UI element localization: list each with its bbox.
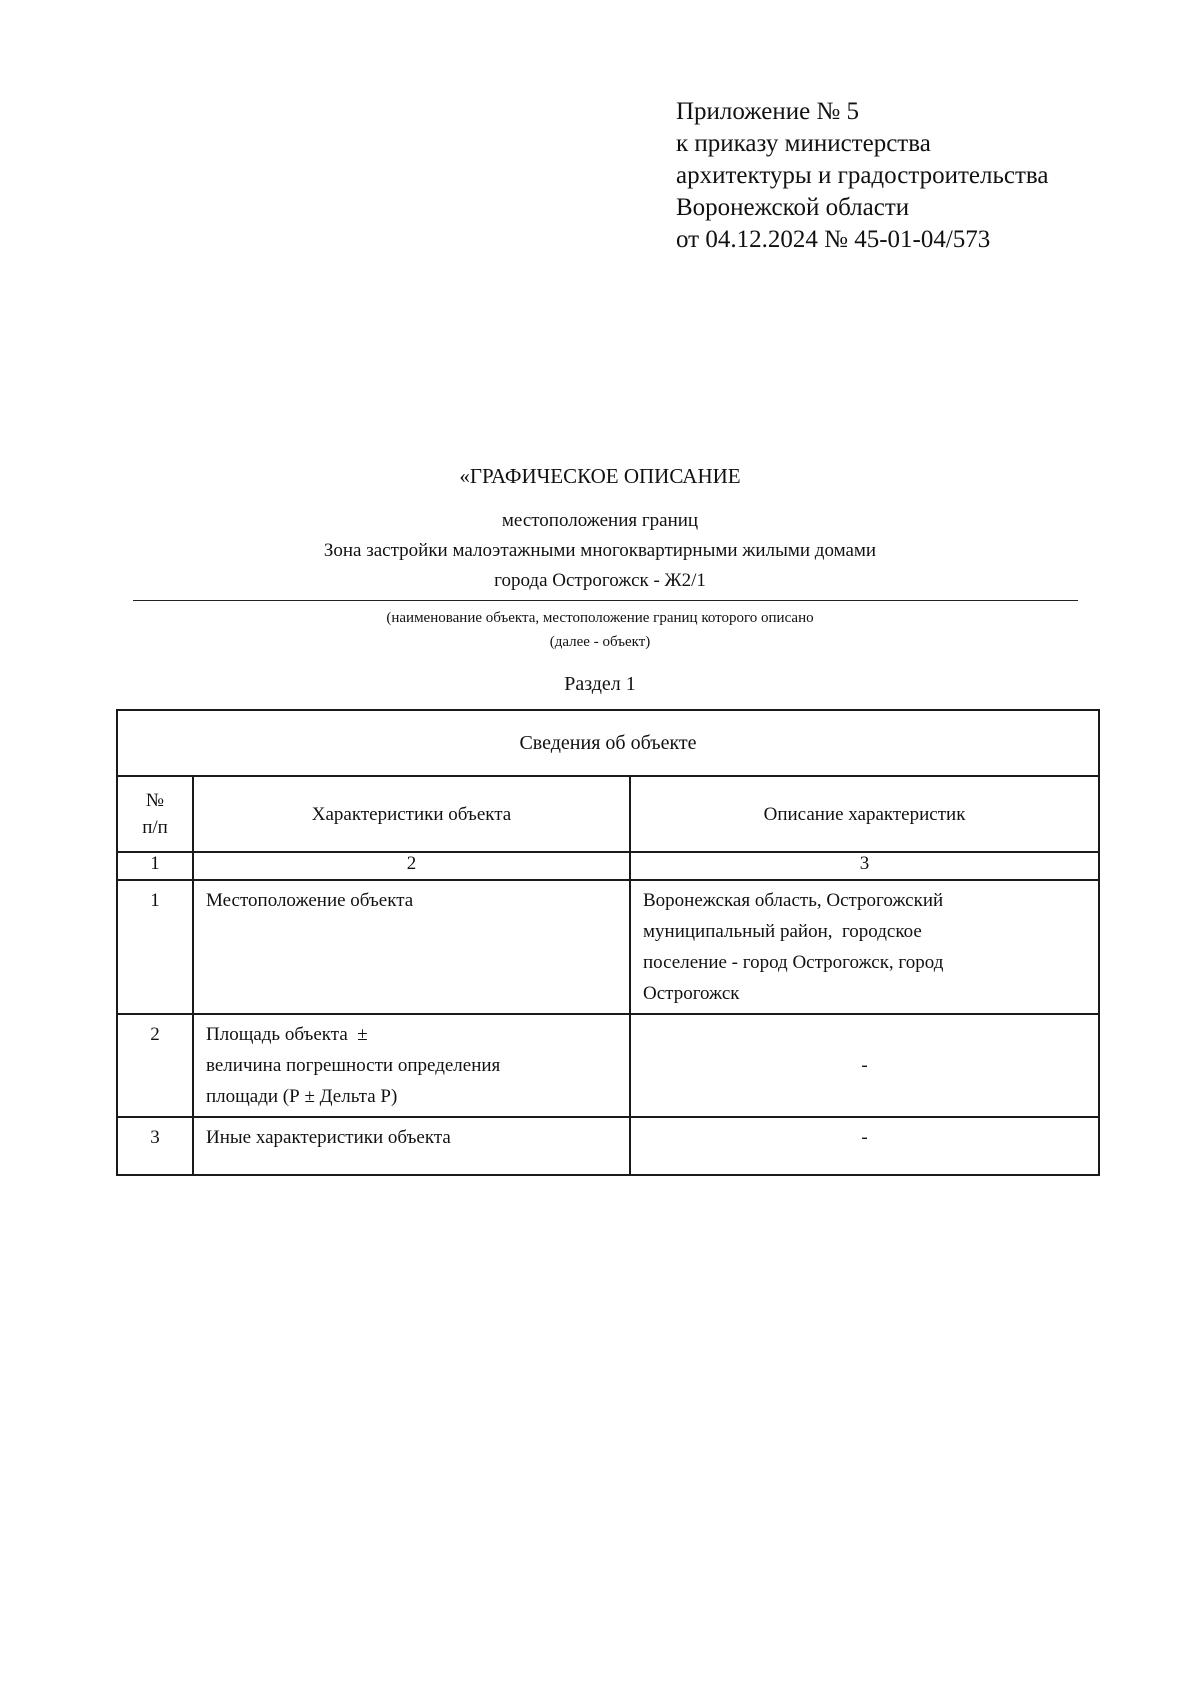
row-description: - xyxy=(630,1117,1099,1175)
row-number: 1 xyxy=(117,880,193,1014)
header-description: Описание характеристик xyxy=(630,776,1099,852)
table-row xyxy=(117,880,1099,1014)
object-caption xyxy=(0,606,1200,654)
object-info-table xyxy=(116,709,1100,1176)
row-characteristic xyxy=(193,1117,630,1175)
cell-line: Острогожск xyxy=(643,983,740,1004)
document-subtitle xyxy=(0,506,1200,596)
cell-line: поселение - город Острогожск, город xyxy=(643,952,944,973)
header-num-line: п/п xyxy=(142,817,168,838)
row-characteristic xyxy=(193,1014,630,1117)
appendix-block xyxy=(676,96,1048,256)
appendix-line: архитектуры и градостроительства xyxy=(676,162,1049,189)
table-caption: Сведения об объекте xyxy=(117,710,1099,776)
cell-line: Иные характеристики объекта xyxy=(206,1127,451,1148)
row-characteristic xyxy=(193,880,630,1014)
table-row xyxy=(117,1014,1099,1117)
row-number: 2 xyxy=(117,1014,193,1117)
column-index: 3 xyxy=(630,852,1099,880)
column-index: 2 xyxy=(193,852,630,880)
appendix-line: к приказу министерства xyxy=(676,130,931,157)
row-description: - xyxy=(630,1014,1099,1117)
subtitle-line: Зона застройки малоэтажными многоквартирными жилыми домами xyxy=(323,540,877,561)
cell-line: площади (Р ± Дельта Р) xyxy=(206,1086,398,1107)
cell-line: Местоположение объекта xyxy=(206,890,414,911)
header-characteristic: Характеристики объекта xyxy=(193,776,630,852)
section-heading: Раздел 1 xyxy=(564,673,636,695)
document-title: «ГРАФИЧЕСКОЕ ОПИСАНИЕ xyxy=(459,464,741,488)
table-caption-row xyxy=(117,710,1099,776)
header-num-line: № xyxy=(145,790,165,811)
cell-line: Площадь объекта ± xyxy=(206,1024,368,1045)
cell-line: муниципальный район, городское xyxy=(643,921,922,942)
row-number: 3 xyxy=(117,1117,193,1175)
cell-line: Воронежская область, Острогожский xyxy=(643,890,944,911)
column-index-row xyxy=(117,852,1099,880)
appendix-line: Воронежской области xyxy=(676,194,910,221)
subtitle-line: местоположения границ xyxy=(501,510,699,531)
subtitle-line: города Острогожск - Ж2/1 xyxy=(494,570,706,591)
header-num xyxy=(117,776,193,852)
underline-divider xyxy=(133,600,1078,601)
caption-line: (наименование объекта, местоположение границ которого описано xyxy=(386,610,814,626)
row-description xyxy=(630,880,1099,1014)
table-row xyxy=(117,1117,1099,1175)
cell-line: величина погрешности определения xyxy=(206,1055,501,1076)
appendix-line: от 04.12.2024 № 45-01-04/573 xyxy=(676,226,991,253)
table-header-row xyxy=(117,776,1099,852)
caption-line: (далее - объект) xyxy=(549,634,651,650)
appendix-line: Приложение № 5 xyxy=(676,98,860,125)
column-index: 1 xyxy=(117,852,193,880)
